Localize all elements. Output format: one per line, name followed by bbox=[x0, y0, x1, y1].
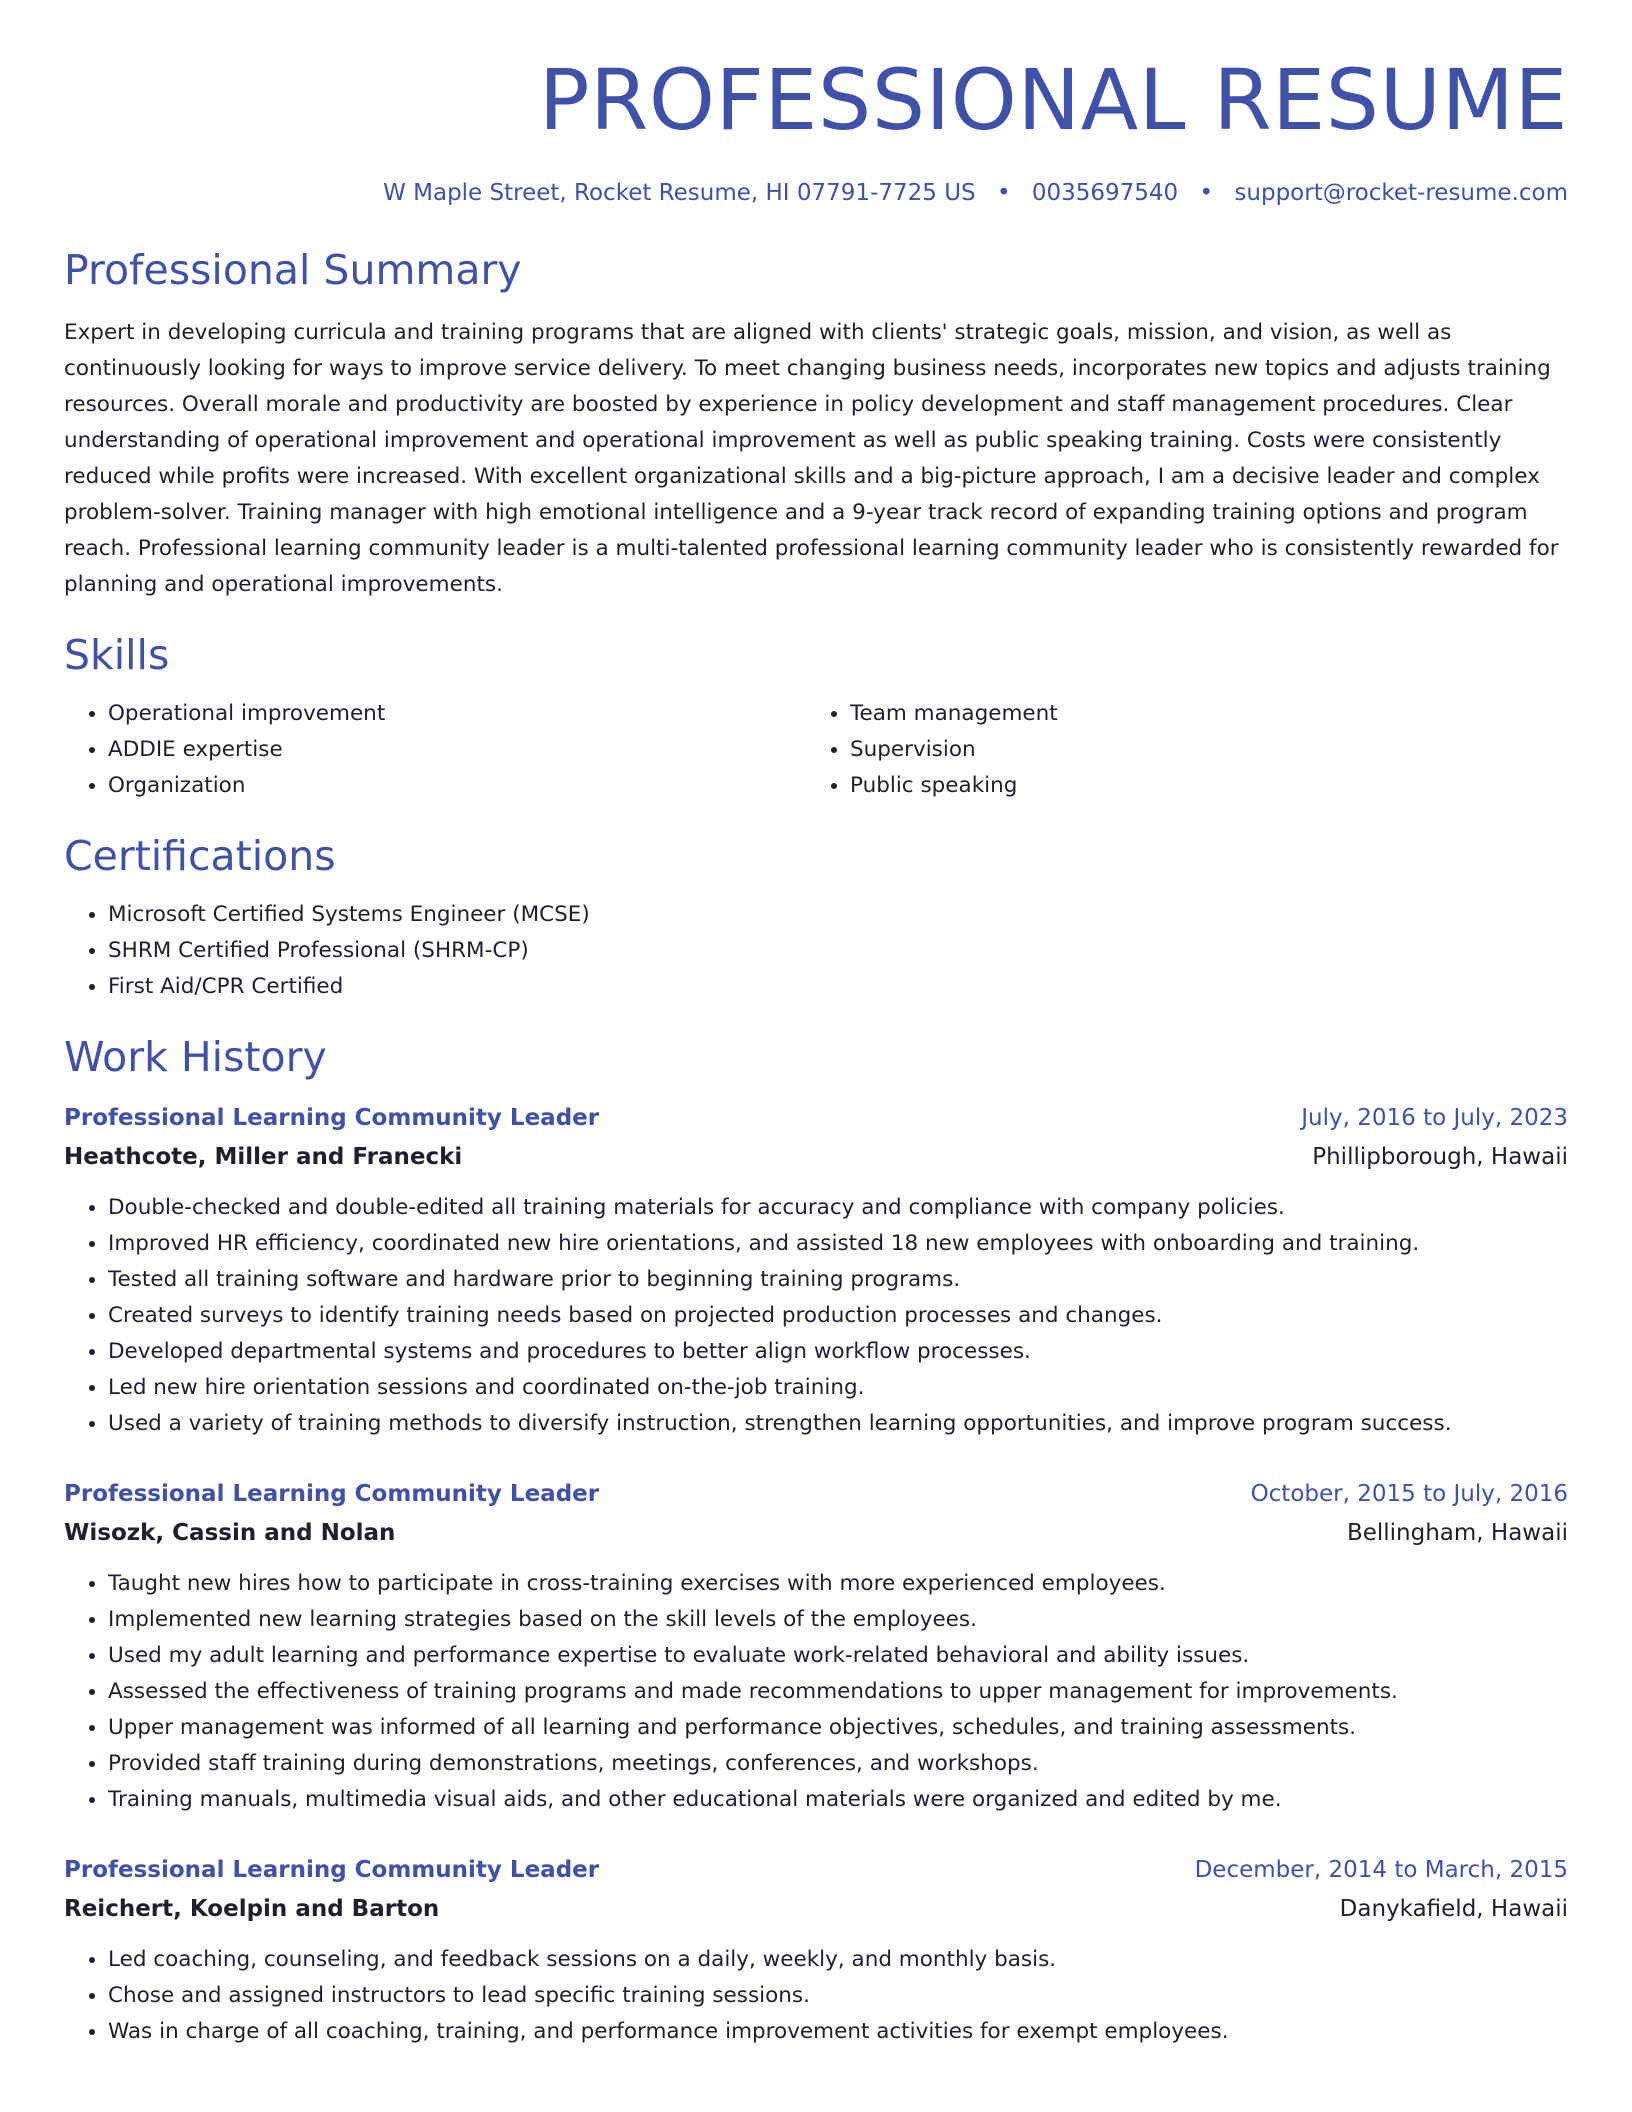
job-location: Phillipborough, Hawaii bbox=[1312, 1144, 1568, 1171]
certification-item: • Microsoft Certified Systems Engineer (MCSE) bbox=[108, 897, 1568, 933]
skill-item: • Supervision bbox=[850, 732, 1548, 768]
job-bullet: • Double-checked and double-edited all training materials for accuracy and compliance with company policies. bbox=[108, 1190, 1568, 1226]
job-location: Bellingham, Hawaii bbox=[1346, 1520, 1568, 1547]
job-company: Wisozk, Cassin and Nolan bbox=[64, 1520, 396, 1547]
address: W Maple Street, Rocket Resume, HI 07791-7725 US bbox=[383, 180, 976, 206]
job-title: Professional Learning Community Leader bbox=[64, 1857, 600, 1884]
skill-item: • ADDIE expertise bbox=[108, 732, 806, 768]
resume-title: PROFESSIONAL RESUME bbox=[538, 51, 1568, 149]
skills-heading: Skills bbox=[64, 631, 170, 680]
certifications-list bbox=[64, 897, 1568, 1005]
job-dates: July, 2016 to July, 2023 bbox=[1301, 1105, 1568, 1132]
job-bullets bbox=[64, 1942, 1568, 2050]
job-bullet: • Developed departmental systems and procedures to better align workflow processes. bbox=[108, 1334, 1568, 1370]
skill-item: • Public speaking bbox=[850, 768, 1548, 804]
job-bullet: • Upper management was informed of all learning and performance objectives, schedules, and training assessments. bbox=[108, 1710, 1568, 1746]
skill-item: • Organization bbox=[108, 768, 806, 804]
email-link[interactable]: support@rocket-resume.com bbox=[1234, 180, 1568, 206]
job-dates: October, 2015 to July, 2016 bbox=[1250, 1481, 1568, 1508]
contact-separator: • bbox=[1199, 180, 1214, 206]
job-bullet: • Used a variety of training methods to diversify instruction, strengthen learning opportunities, and improve program success. bbox=[108, 1406, 1568, 1442]
job-bullet: • Tested all training software and hardware prior to beginning training programs. bbox=[108, 1262, 1568, 1298]
job-company: Reichert, Koelpin and Barton bbox=[64, 1896, 440, 1923]
job-bullet: • Chose and assigned instructors to lead specific training sessions. bbox=[108, 1978, 1568, 2014]
job-bullet: • Was in charge of all coaching, training, and performance improvement activities for exempt employees. bbox=[108, 2014, 1568, 2050]
job-bullet: • Used my adult learning and performance expertise to evaluate work-related behavioral and ability issues. bbox=[108, 1638, 1568, 1674]
job-dates: December, 2014 to March, 2015 bbox=[1194, 1857, 1568, 1884]
job-bullet: • Created surveys to identify training needs based on projected production processes and changes. bbox=[108, 1298, 1568, 1334]
certifications-heading: Certifications bbox=[64, 832, 336, 881]
job-bullet: • Training manuals, multimedia visual aids, and other educational materials were organized and edited by me. bbox=[108, 1782, 1568, 1818]
job-bullets bbox=[64, 1190, 1568, 1442]
job-bullet: • Assessed the effectiveness of training programs and made recommendations to upper management for improvements. bbox=[108, 1674, 1568, 1710]
job-bullet: • Led coaching, counseling, and feedback sessions on a daily, weekly, and monthly basis. bbox=[108, 1942, 1568, 1978]
job-bullet: • Taught new hires how to participate in cross-training exercises with more experienced employees. bbox=[108, 1566, 1568, 1602]
contact-separator: • bbox=[996, 180, 1011, 206]
job-title: Professional Learning Community Leader bbox=[64, 1105, 600, 1132]
skills-column-right bbox=[806, 696, 1548, 804]
job-entry bbox=[64, 1098, 1568, 1442]
resume-page bbox=[64, 0, 1568, 2050]
summary-text: Expert in developing curricula and training programs that are aligned with clients' strategic goals, mission, and vision, as well as continuously looking for ways to improve service delivery. To meet changing business needs, incorporates new topics and adjusts training resources. Overall morale and productivity are boosted by experience in policy development and staff management procedures. Clear understanding of operational improvement and operational improvement as well as public speaking training. Costs were consistently reduced while profits were increased. With excellent organizational skills and a big-picture approach, I am a decisive leader and complex problem-solver. Training manager with high emotional intelligence and a 9-year track record of expanding training options and program reach. Professional learning community leader is a multi-talented professional learning community leader who is consistently rewarded for planning and operational improvements. bbox=[64, 320, 1559, 598]
job-company: Heathcote, Miller and Franecki bbox=[64, 1144, 463, 1171]
skills-column-left bbox=[64, 696, 806, 804]
contact-line bbox=[64, 180, 1568, 206]
job-entry bbox=[64, 1850, 1568, 2050]
job-bullet: • Improved HR efficiency, coordinated new hire orientations, and assisted 18 new employees with onboarding and training. bbox=[108, 1226, 1568, 1262]
job-location: Danykafield, Hawaii bbox=[1339, 1896, 1568, 1923]
work-history-heading: Work History bbox=[64, 1033, 327, 1082]
job-entry bbox=[64, 1474, 1568, 1818]
phone: 0035697540 bbox=[1031, 180, 1179, 206]
skill-item: • Team management bbox=[850, 696, 1548, 732]
certification-item: • SHRM Certified Professional (SHRM-CP) bbox=[108, 933, 1568, 969]
job-bullet: • Implemented new learning strategies based on the skill levels of the employees. bbox=[108, 1602, 1568, 1638]
job-bullets bbox=[64, 1566, 1568, 1818]
summary-heading: Professional Summary bbox=[64, 246, 522, 294]
job-bullet: • Provided staff training during demonstrations, meetings, conferences, and workshops. bbox=[108, 1746, 1568, 1782]
job-title: Professional Learning Community Leader bbox=[64, 1481, 600, 1508]
skill-item: • Operational improvement bbox=[108, 696, 806, 732]
skills-list bbox=[64, 696, 1568, 804]
certification-item: • First Aid/CPR Certified bbox=[108, 969, 1568, 1005]
job-bullet: • Led new hire orientation sessions and coordinated on-the-job training. bbox=[108, 1370, 1568, 1406]
